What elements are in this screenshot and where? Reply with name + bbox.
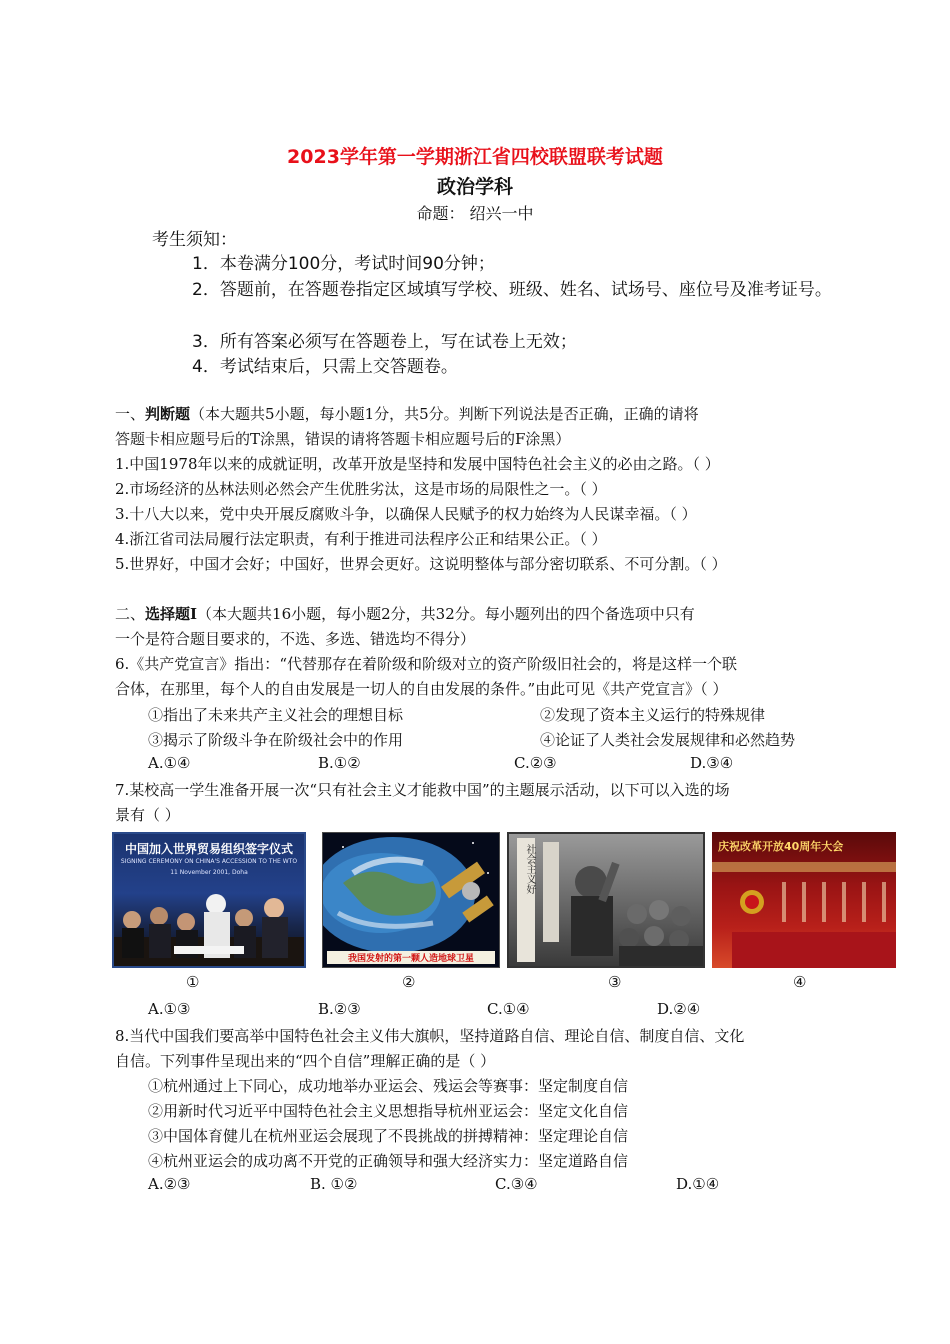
section2-heading: [115, 603, 695, 624]
notice-item: 4．考试结束后，只需上交答题卷。: [192, 357, 458, 377]
section2-intro-2: 一个是符合题目要求的，不选、多选、错选均不得分）: [115, 630, 476, 648]
wto-photo-subcaption: SIGNING CEREMONY ON CHINA'S ACCESSION TO THE WTO: [120, 858, 298, 865]
subject-title: 政治学科: [436, 176, 513, 198]
q7-choice-a: A.①③: [148, 1000, 191, 1018]
satellite-caption: 我国发射的第一颗人造地球卫星: [327, 951, 495, 964]
q6-choice-c: C.②③: [514, 754, 557, 772]
section2-prefix: 二、: [115, 605, 146, 623]
q8-option-1: ①杭州通过上下同心，成功地举办亚运会、残运会等赛事：坚定制度自信: [148, 1077, 629, 1095]
q7-stem-2: 景有（ ）: [115, 806, 180, 824]
judge-item-5: 5.世界好，中国才会好；中国好，世界会更好。这说明整体与部分密切联系、不可分割。（ ）: [115, 555, 727, 573]
image-label-4: ④: [793, 973, 807, 991]
historical-photo-sign: 社会主义好: [524, 844, 535, 894]
q8-stem-1: 8.当代中国我们要高举中国特色社会主义伟大旗帜，坚持道路自信、理论自信、制度自信、文化: [115, 1027, 745, 1045]
q7-choice-b: B.②③: [318, 1000, 361, 1018]
q6-option-2: ②发现了资本主义运行的特殊规律: [540, 706, 766, 724]
author-line: 命题： 绍兴一中: [416, 204, 534, 223]
section1-heading: [115, 403, 699, 424]
notice-item: 2．答题前，在答题卷指定区域填写学校、班级、姓名、试场号、座位号及准考证号。: [192, 280, 832, 300]
q8-option-4: ④杭州亚运会的成功离不开党的正确领导和强大经济实力：坚定道路自信: [148, 1152, 629, 1170]
q8-choice-c: C.③④: [495, 1175, 538, 1193]
wto-photo-date: 11 November 2001, Doha: [170, 869, 248, 876]
section1-intro: （本大题共5小题，每小题1分，共5分。判断下列说法是否正确，正确的请将: [190, 405, 699, 423]
satellite-photo: [322, 832, 500, 968]
section2-title: 选择题Ⅰ: [145, 605, 198, 623]
wto-photo-caption: 中国加入世界贸易组织签字仪式: [124, 842, 293, 856]
q6-option-3: ③揭示了阶级斗争在阶级社会中的作用: [148, 731, 404, 749]
notice-item: 1．本卷满分100分，考试时间90分钟；: [192, 254, 495, 274]
q6-option-4: ④论证了人类社会发展规律和必然趋势: [540, 731, 796, 749]
q7-choice-c: C.①④: [487, 1000, 530, 1018]
earth-satellite-illustration: [323, 833, 500, 968]
q6-choice-b: B.①②: [318, 754, 361, 772]
historical-photo: [507, 832, 705, 968]
q6-option-1: ①指出了未来共产主义社会的理想目标: [148, 706, 404, 724]
q6-stem-1: 6.《共产党宣言》指出：“代替那存在着阶级和阶级对立的资产阶级旧社会的，将是这样一个联: [115, 655, 737, 673]
q8-stem-2: 自信。下列事件呈现出来的“四个自信”理解正确的是（ ）: [115, 1052, 496, 1070]
notice-item: 3．所有答案必须写在答题卷上，写在试卷上无效；: [192, 332, 577, 352]
image-label-3: ③: [608, 973, 622, 991]
wto-signing-photo: [112, 832, 306, 968]
section1-prefix: 一、: [115, 405, 146, 423]
q8-choice-a: A.②③: [148, 1175, 191, 1193]
section1-title: 判断题: [145, 405, 191, 423]
judge-item-4: 4.浙江省司法局履行法定职责，有利于推进司法程序公正和结果公正。（ ）: [115, 530, 607, 548]
image-label-1: ①: [186, 973, 200, 991]
judge-item-1: 1.中国1978年以来的成就证明，改革开放是坚持和发展中国特色社会主义的必由之路。（ ）: [115, 455, 720, 473]
q8-choice-b: B. ①②: [310, 1175, 358, 1193]
q6-choice-d: D.③④: [690, 754, 734, 772]
historical-scene-illustration: [509, 834, 703, 966]
q7-stem-1: 7.某校高一学生准备开展一次“只有社会主义才能救中国”的主题展示活动，以下可以入选的场: [115, 781, 730, 799]
q7-choice-d: D.②④: [657, 1000, 701, 1018]
section2-intro: （本大题共16小题，每小题2分，共32分。每小题列出的四个备选项中只有: [197, 605, 695, 623]
judge-item-3: 3.十八大以来，党中央开展反腐败斗争，以确保人民赋予的权力始终为人民谋幸福。（ ）: [115, 505, 697, 523]
notice-heading: 考生须知：: [152, 230, 237, 250]
reform-anniversary-photo: [712, 832, 896, 968]
wto-people-illustration: [114, 882, 304, 968]
image-label-2: ②: [402, 973, 416, 991]
q8-choice-d: D.①④: [676, 1175, 720, 1193]
q6-stem-2: 合体，在那里，每个人的自由发展是一切人的自由发展的条件。”由此可见《共产党宣言》（ ）: [115, 680, 728, 698]
section1-intro-2: 答题卡相应题号后的T涂黑，错误的请将答题卡相应题号后的F涂黑）: [115, 430, 571, 448]
q8-option-2: ②用新时代习近平中国特色社会主义思想指导杭州亚运会：坚定文化自信: [148, 1102, 629, 1120]
judge-item-2: 2.市场经济的丛林法则必然会产生优胜劣汰，这是市场的局限性之一。（ ）: [115, 480, 607, 498]
q6-choice-a: A.①④: [148, 754, 191, 772]
q8-option-3: ③中国体育健儿在杭州亚运会展现了不畏挑战的拼搏精神：坚定理论自信: [148, 1127, 629, 1145]
reform-photo-banner: 庆祝改革开放40周年大会: [718, 840, 844, 853]
exam-title: 2023学年第一学期浙江省四校联盟联考试题: [287, 146, 663, 168]
